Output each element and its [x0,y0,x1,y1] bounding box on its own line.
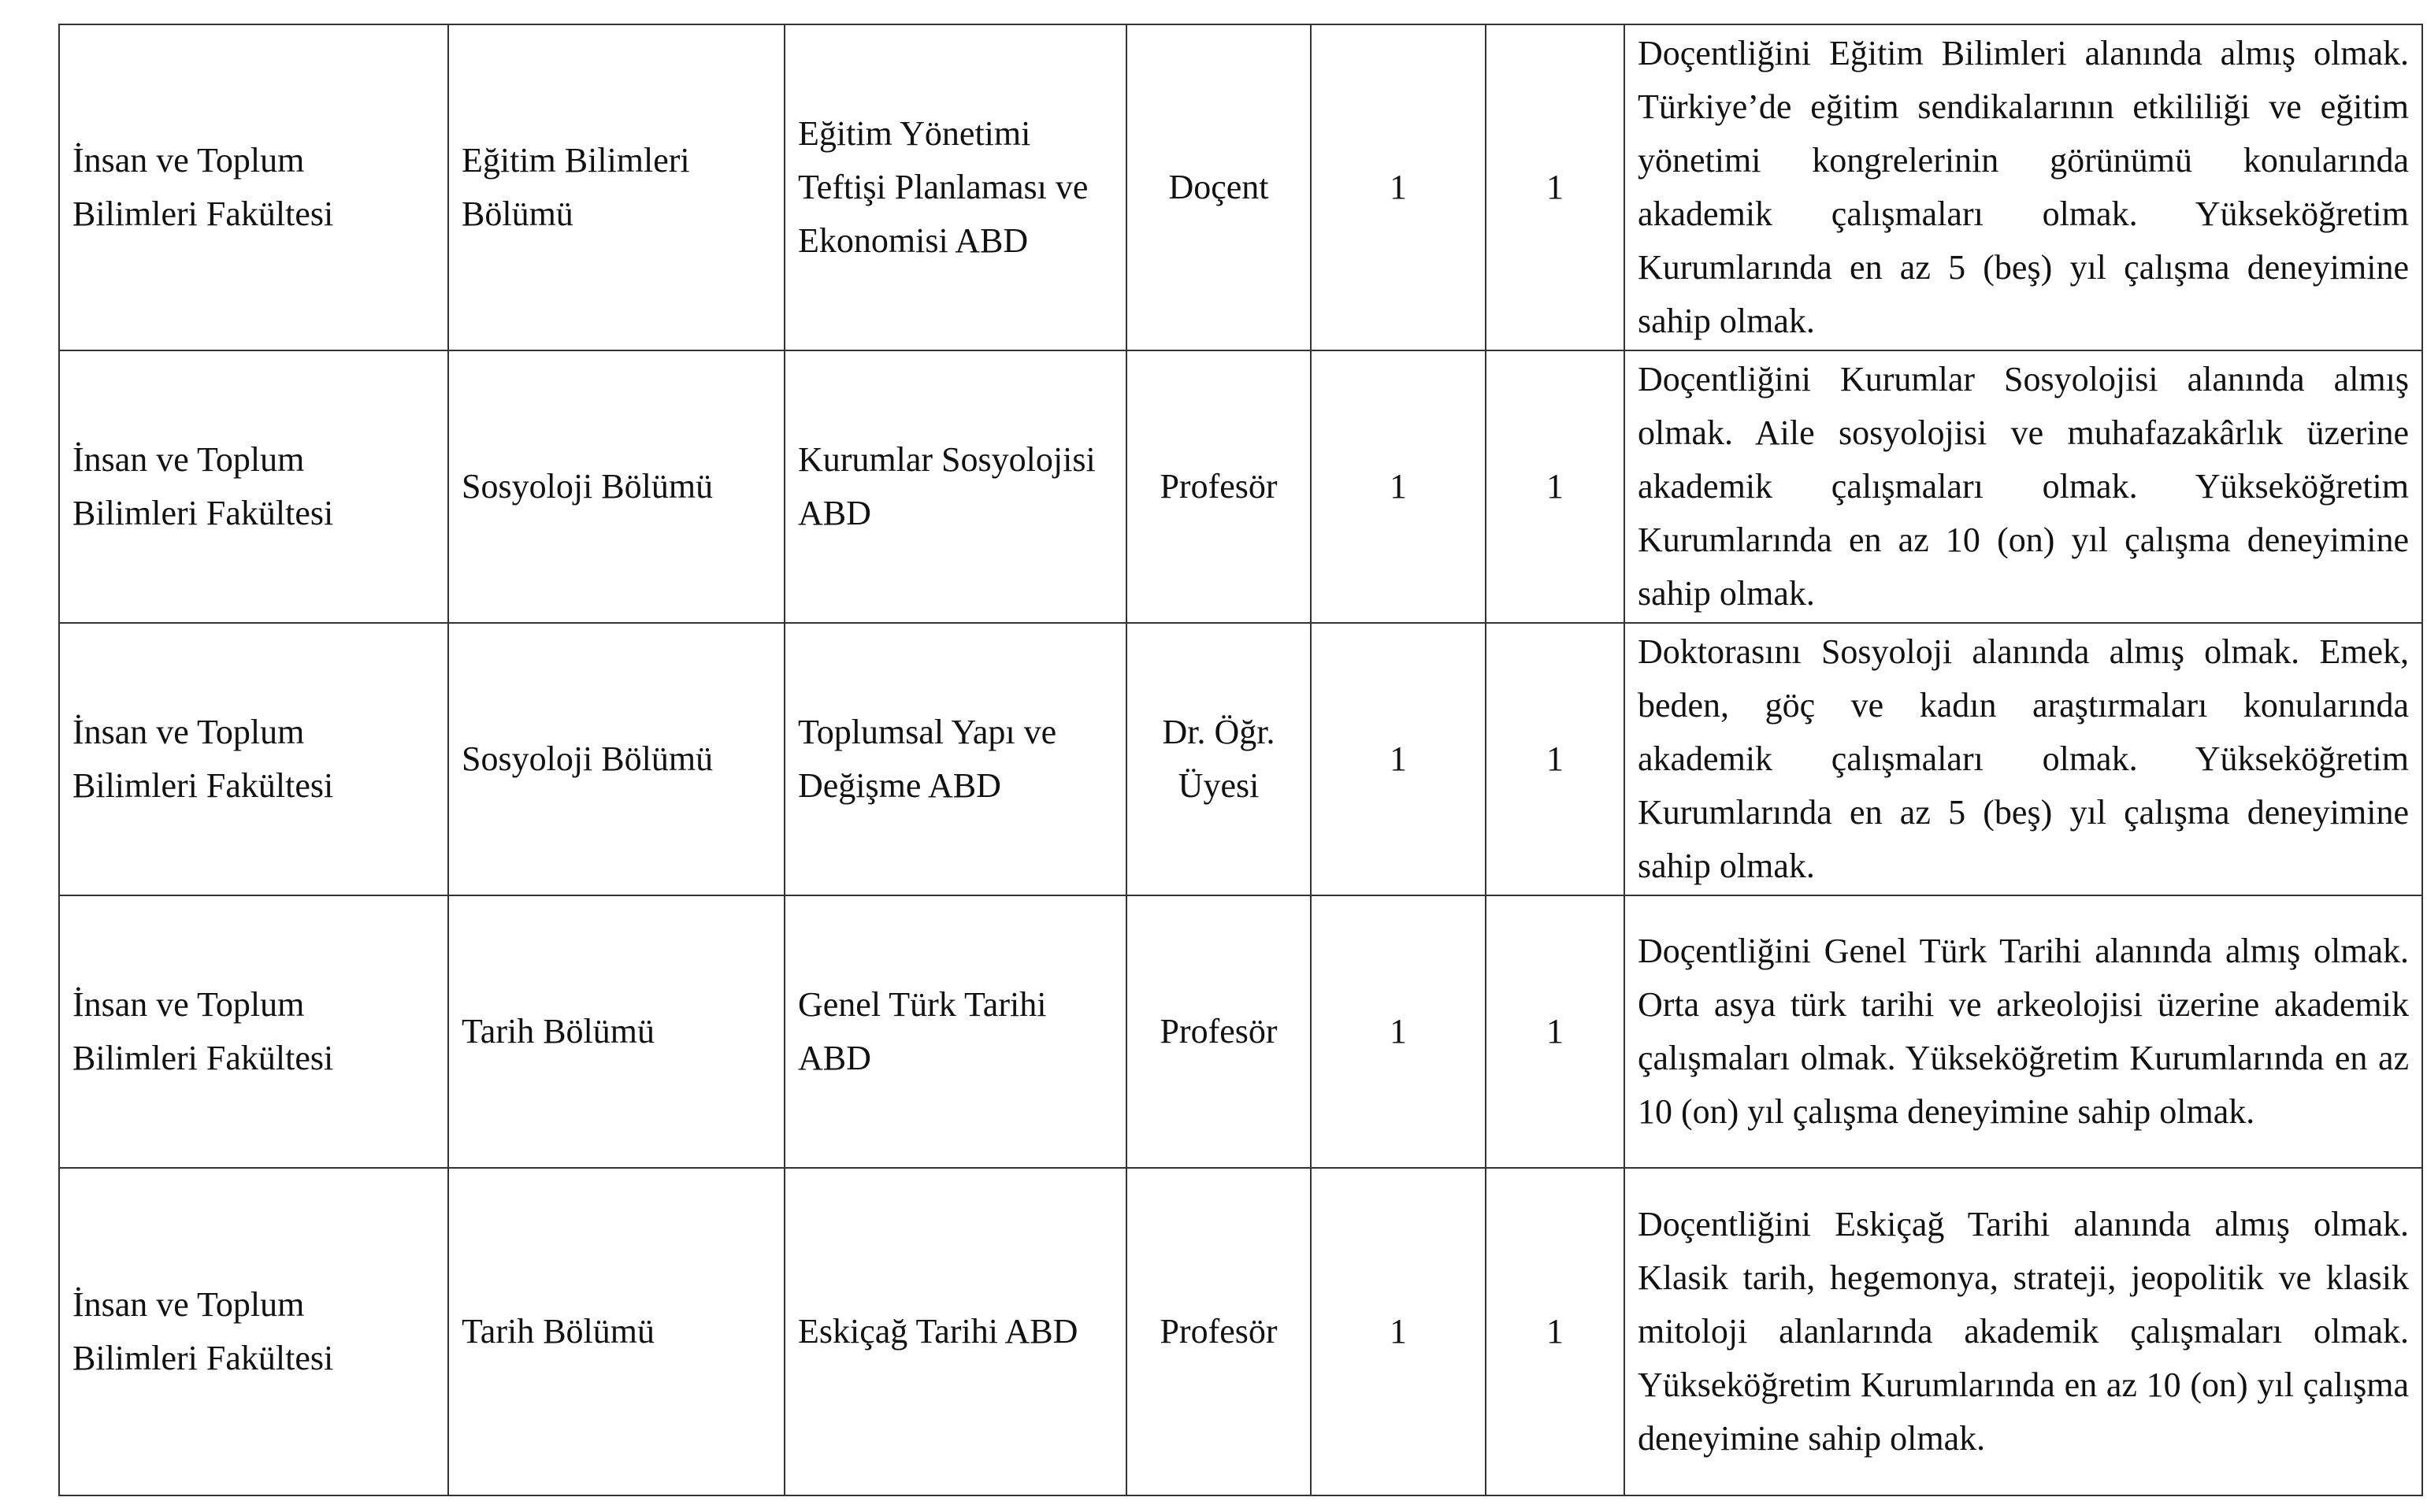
count-a-cell: 1 [1311,623,1486,895]
title-cell: Dr. Öğr. Üyesi [1126,623,1311,895]
department-cell: Sosyoloji Bölümü [448,350,785,623]
requirements-cell: Doçentliğini Eskiçağ Tarihi alanında almış olmak. Klasik tarih, hegemonya, strateji, jeopolitik ve klasik mitoloji alanlarında akademik çalışmaları olmak. Yükseköğretim Kurumlarında en az 10 (on) yıl çalışma deneyimine sahip olmak. [1624,1168,2422,1495]
requirements-cell: Doçentliğini Kurumlar Sosyolojisi alanında almış olmak. Aile sosyolojisi ve muhafazakârlık üzerine akademik çalışmaları olmak. Yükseköğretim Kurumlarında en az 10 (on) yıl çalışma deneyimine sahip olmak. [1624,350,2422,623]
count-a-cell: 1 [1311,895,1486,1168]
count-b-cell: 1 [1486,24,1624,350]
program-cell: Eğitim Yönetimi Teftişi Planlaması ve Ekonomisi ABD [785,24,1126,350]
count-b-cell: 1 [1486,350,1624,623]
table-row [59,623,2422,895]
title-cell: Doçent [1126,24,1311,350]
faculty-cell: İnsan ve Toplum Bilimleri Fakültesi [59,24,448,350]
faculty-cell: İnsan ve Toplum Bilimleri Fakültesi [59,895,448,1168]
program-cell: Toplumsal Yapı ve Değişme ABD [785,623,1126,895]
faculty-cell: İnsan ve Toplum Bilimleri Fakültesi [59,1168,448,1495]
count-a-cell: 1 [1311,350,1486,623]
department-cell: Eğitim Bilimleri Bölümü [448,24,785,350]
requirements-cell: Doktorasını Sosyoloji alanında almış olmak. Emek, beden, göç ve kadın araştırmaları konularında akademik çalışmaları olmak. Yükseköğretim Kurumlarında en az 5 (beş) yıl çalışma deneyimine sahip olmak. [1624,623,2422,895]
title-cell: Profesör [1126,895,1311,1168]
department-cell: Tarih Bölümü [448,1168,785,1495]
title-cell: Profesör [1126,1168,1311,1495]
department-cell: Sosyoloji Bölümü [448,623,785,895]
program-cell: Kurumlar Sosyolojisi ABD [785,350,1126,623]
faculty-cell: İnsan ve Toplum Bilimleri Fakültesi [59,623,448,895]
table-row [59,895,2422,1168]
table-row [59,1168,2422,1495]
staff-position-table [58,24,2423,1496]
program-cell: Genel Türk Tarihi ABD [785,895,1126,1168]
title-cell: Profesör [1126,350,1311,623]
program-cell: Eskiçağ Tarihi ABD [785,1168,1126,1495]
table-row [59,350,2422,623]
count-b-cell: 1 [1486,1168,1624,1495]
count-a-cell: 1 [1311,1168,1486,1495]
count-b-cell: 1 [1486,623,1624,895]
requirements-cell: Doçentliğini Eğitim Bilimleri alanında almış olmak. Türkiye’de eğitim sendikalarının etkililiği ve eğitim yönetimi kongrelerinin görünümü konularında akademik çalışmaları olmak. Yükseköğretim Kurumlarında en az 5 (beş) yıl çalışma deneyimine sahip olmak. [1624,24,2422,350]
department-cell: Tarih Bölümü [448,895,785,1168]
count-a-cell: 1 [1311,24,1486,350]
requirements-cell: Doçentliğini Genel Türk Tarihi alanında almış olmak. Orta asya türk tarihi ve arkeolojisi üzerine akademik çalışmaları olmak. Yükseköğretim Kurumlarında en az 10 (on) yıl çalışma deneyimine sahip olmak. [1624,895,2422,1168]
faculty-cell: İnsan ve Toplum Bilimleri Fakültesi [59,350,448,623]
count-b-cell: 1 [1486,895,1624,1168]
table-row [59,24,2422,350]
